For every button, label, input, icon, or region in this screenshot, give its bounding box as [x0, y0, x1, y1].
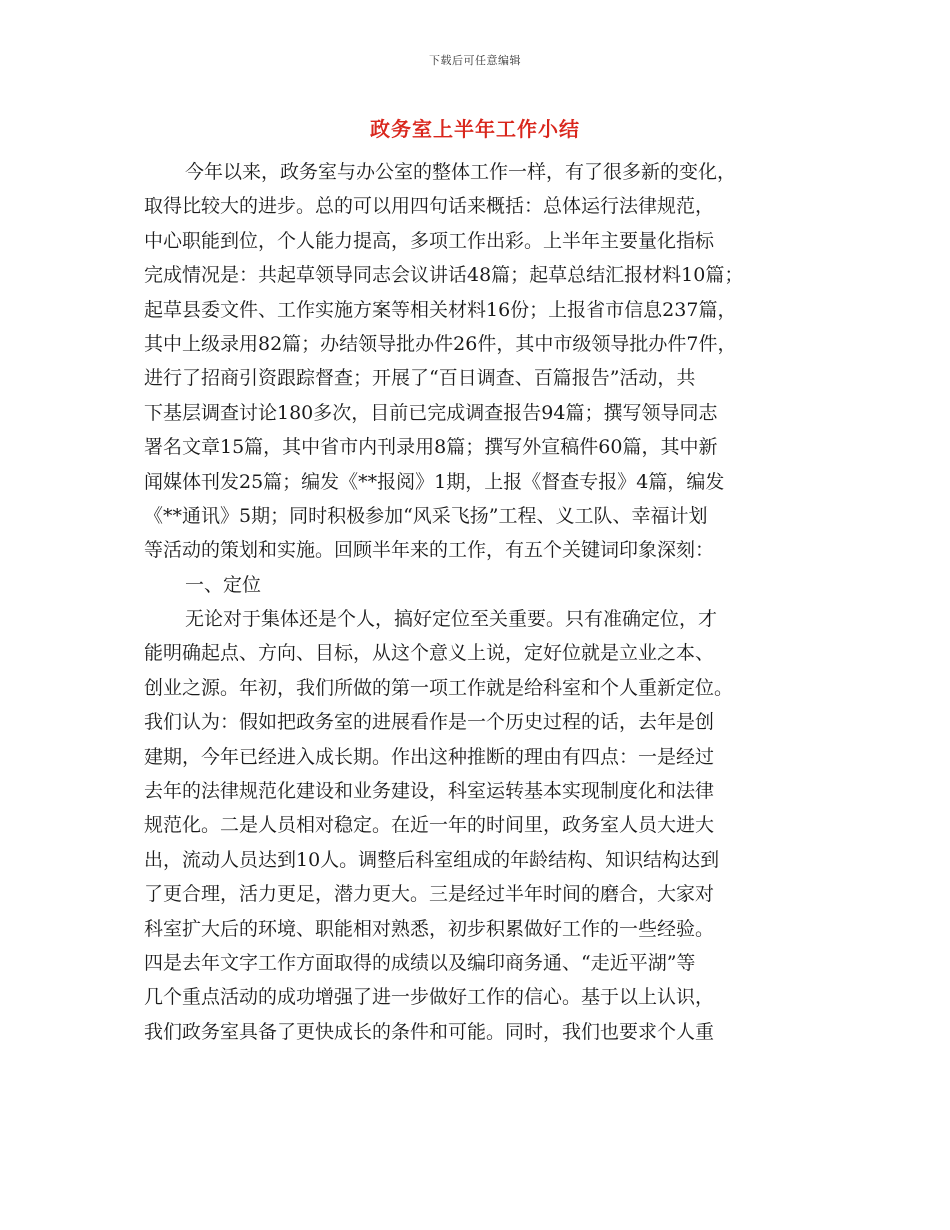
- paragraph-line: 署名文章15篇，其中省市内刊录用8篇；撰写外宣稿件60篇，其中新: [144, 436, 718, 459]
- paragraph-line: 中心职能到位，个人能力提高，多项工作出彩。上半年主要量化指标: [144, 229, 715, 252]
- paragraph-line: 等活动的策划和实施。回顾半年来的工作，有五个关键词印象深刻：: [144, 539, 715, 562]
- document-title: 政务室上半年工作小结: [370, 117, 580, 141]
- paragraph-line: 无论对于集体还是个人，搞好定位至关重要。只有准确定位，才: [185, 608, 718, 631]
- paragraph-line: 起草县委文件、工作实施方案等相关材料16份；上报省市信息237篇，: [144, 298, 737, 321]
- paragraph-line: 科室扩大后的环境、职能相对熟悉，初步积累做好工作的一些经验。: [144, 917, 715, 940]
- paragraph-line: 下基层调查讨论180多次，目前已完成调查报告94篇；撰写领导同志: [144, 401, 718, 424]
- paragraph-line: 我们认为：假如把政务室的进展看作是一个历史过程的话，去年是创: [144, 711, 715, 734]
- paragraph-line: 建期，今年已经进入成长期。作出这种推断的理由有四点：一是经过: [144, 745, 715, 768]
- paragraph-line: 《**通讯》5期；同时积极参加“风采飞扬”工程、义工队、幸福计划: [144, 504, 708, 527]
- paragraph-line: 去年的法律规范化建设和业务建设，科室运转基本实现制度化和法律: [144, 780, 715, 803]
- header-note: 下载后可任意编辑: [429, 54, 521, 67]
- paragraph-line: 取得比较大的进步。总的可以用四句话来概括：总体运行法律规范，: [144, 195, 715, 218]
- paragraph-line: 今年以来，政务室与办公室的整体工作一样，有了很多新的变化，: [185, 161, 737, 183]
- document-body: [144, 155, 824, 1049]
- paragraph-line: 几个重点活动的成功增强了进一步做好工作的信心。基于以上认识，: [144, 986, 715, 1009]
- paragraph-line: 出，流动人员达到10人。调整后科室组成的年龄结构、知识结构达到: [144, 848, 720, 871]
- paragraph-line: 了更合理，活力更足，潜力更大。三是经过半年时间的磨合，大家对: [144, 883, 715, 906]
- paragraph-line: 完成情况是：共起草领导同志会议讲话48篇；起草总结汇报材料10篇；: [144, 264, 744, 287]
- section-heading: 一、定位: [185, 573, 262, 596]
- paragraph-line: 闻媒体刊发25篇；编发《**报阅》1期，上报《督查专报》4篇，编发: [144, 470, 725, 493]
- paragraph-line: 我们政务室具备了更快成长的条件和可能。同时，我们也要求个人重: [144, 1020, 715, 1043]
- paragraph-line: 进行了招商引资跟踪督查；开展了“百日调查、百篇报告”活动，共: [144, 367, 696, 390]
- paragraph-line: 规范化。二是人员相对稳定。在近一年的时间里，政务室人员大进大: [144, 814, 715, 837]
- paragraph-line: 四是去年文字工作方面取得的成绩以及编印商务通、“走近平湖”等: [144, 951, 696, 974]
- paragraph-line: 其中上级录用82篇；办结领导批办件26件，其中市级领导批办件7件，: [144, 332, 737, 355]
- paragraph-line: 能明确起点、方向、目标，从这个意义上说，定好位就是立业之本、: [144, 642, 715, 665]
- paragraph-line: 创业之源。年初，我们所做的第一项工作就是给科室和个人重新定位。: [144, 676, 734, 699]
